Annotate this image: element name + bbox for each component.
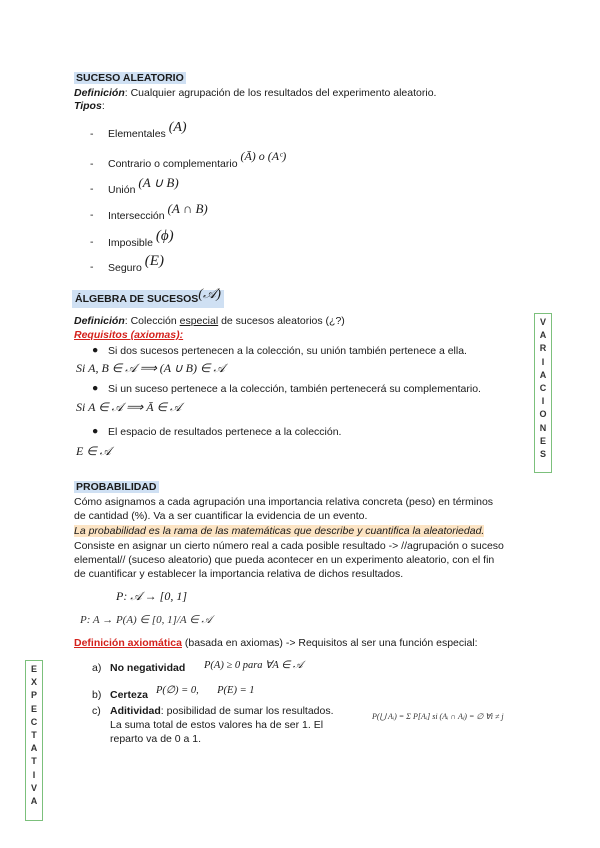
axiom-formula: Si A ∈ 𝒜 ⟹ Ā ∈ 𝒜: [76, 400, 182, 414]
tipo-label: Intersección: [108, 210, 165, 222]
axiom-b-formula: P(∅) = 0, P(E) = 1: [156, 685, 255, 696]
probabilidad-title: PROBABILIDAD: [76, 481, 157, 493]
tipo-formula: (E): [144, 253, 164, 269]
axiom-formula: Si A, B ∈ 𝒜 ⟹ (A ∪ B) ∈ 𝒜: [76, 361, 225, 375]
variaciones-box: V A R I A C I O N E S: [534, 313, 552, 473]
tipo-label: Contrario o complementario: [108, 158, 238, 170]
prob-formula-1: P: 𝒜 → [0, 1]: [116, 589, 188, 603]
expectativa-box: E X P E C T A T I V A: [25, 660, 43, 821]
tipo-formula: (ϕ): [155, 228, 174, 244]
axiom-text: Si un suceso pertenece a la colección, también pertenecerá su complementario.: [108, 383, 481, 395]
dash: -: [90, 158, 94, 170]
dash: -: [90, 128, 94, 140]
axiom-text: Si dos sucesos pertenecen a la colección, su unión también pertenece a ella.: [108, 345, 467, 357]
axiom-a-formula: P(A) ≥ 0 para ∀A ∈ 𝒜: [204, 660, 303, 671]
prob-highlight: La probabilidad es la rama de las matemáticas que describe y cuantifica la aleatoriedad.: [74, 525, 485, 537]
prob-paragraph-line: Consiste en asignar un cierto número real a cada posible resultado -> //agrupación o suceso: [74, 540, 504, 552]
dash: -: [90, 261, 94, 273]
axiom-formula: E ∈ 𝒜: [76, 444, 112, 458]
prob-paragraph-line: de cuantificar y establecer la importancia relativa de dichos resultados.: [74, 568, 404, 580]
axiomatic-definition: Definición axiomática (basada en axiomas) -> Requisitos al ser una función especial:: [74, 637, 478, 649]
tipo-formula: (Ā) o (Aᶜ): [240, 149, 287, 163]
prob-paragraph-line: elemental// (suceso aleatorio) que pueda acontecer en un experimento aleatorio, con el fin: [74, 554, 495, 566]
tipo-label: Unión: [108, 184, 136, 196]
tipo-label: Imposible: [108, 237, 153, 249]
tipo-label: Seguro: [108, 262, 142, 274]
bullet: ●: [92, 382, 99, 394]
suceso-tipos-label: Tipos:: [74, 100, 105, 112]
suceso-title: SUCESO ALEATORIO: [76, 72, 184, 84]
tipo-label: Elementales: [108, 128, 166, 140]
tipo-formula: (A ∪ B): [138, 175, 179, 190]
axiom-c-formula: P(⋃ Aᵢ) = Σ P[Aᵢ] si (Aᵢ ∩ Aⱼ) = ∅ ∀i ≠ j: [372, 712, 504, 721]
tipo-formula: (A): [168, 120, 187, 135]
dash: -: [90, 209, 94, 221]
suceso-definition: Definición: Cualquier agrupación de los resultados del experimento aleatorio.: [74, 87, 437, 99]
prob-paragraph-line: Cómo asignamos a cada agrupación una importancia relativa concreta (peso) en términos: [74, 496, 494, 508]
bullet: ●: [92, 425, 99, 437]
algebra-title: ÁLGEBRA DE SUCESOS(𝒜): [72, 290, 224, 308]
dash: -: [90, 236, 94, 248]
algebra-definition: Definición: Colección especial de sucesos aleatorios (¿?): [74, 315, 345, 327]
dash: -: [90, 183, 94, 195]
bullet: ●: [92, 344, 99, 356]
requisitos-label: Requisitos (axiomas):: [74, 329, 184, 341]
prob-formula-2: P: A → P(A) ∈ [0, 1]/A ∈ 𝒜: [80, 614, 212, 626]
axiom-text: El espacio de resultados pertenece a la colección.: [108, 426, 342, 438]
prob-paragraph-line: de cantidad (%). Va a ser cuantificar la evidencia de un evento.: [74, 510, 368, 522]
tipo-formula: (A ∩ B): [167, 201, 208, 216]
